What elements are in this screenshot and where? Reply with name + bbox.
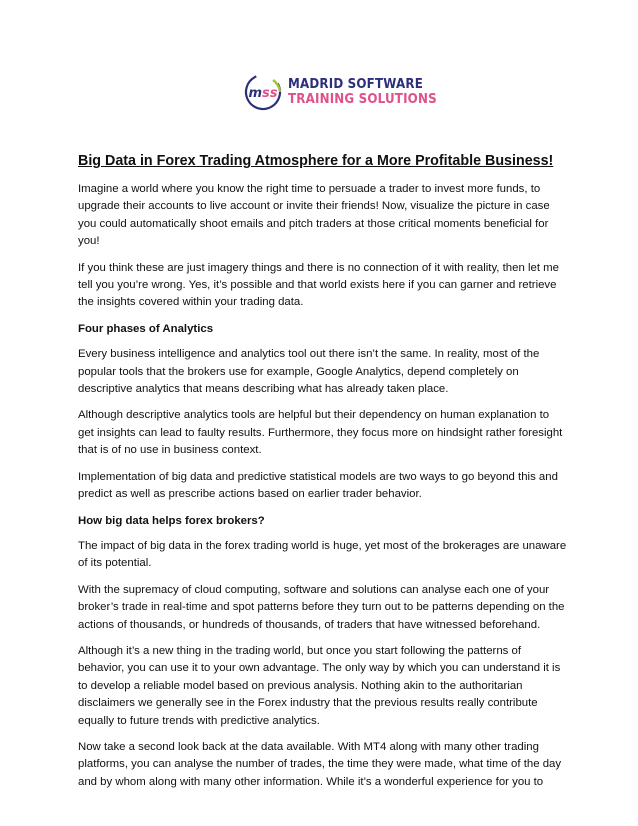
article-title: Big Data in Forex Trading Atmosphere for a More Profitable Business!: [78, 153, 554, 169]
logo-line-2: TRAINING SOLUTIONS: [288, 90, 437, 107]
section-heading: Four phases of Analytics: [78, 322, 214, 335]
paragraph: If you think these are just imagery things and there is no connection of it with reality, then let me tell you you’re wrong. Yes, it’s possible and that world exists here if you can garner and retrieve the insights covered within your trading data.: [78, 261, 559, 309]
section-heading: How big data helps forex brokers?: [78, 514, 265, 527]
paragraph: Implementation of big data and predictive statistical models are two ways to go beyond this and predict as well as prescribe actions based on earlier trader behavior.: [78, 470, 558, 501]
paragraph: Although it’s a new thing in the trading world, but once you start following the patterns of behavior, you can use it to your own advantage. The only way by which you can understand it is to develop a reliable model based on previous analysis. Nothing akin to the authoritarian disclaimers we generally see in the Forex industry that the previous results really contribute equally to future trends with predictive analytics.: [78, 644, 561, 727]
company-logo: [243, 72, 457, 112]
paragraph: Imagine a world where you know the right time to persuade a trader to invest more funds, to upgrade their accounts to live account or invite their friends! Now, visualize the picture in case you could automatically shoot emails and pitch traders at those critical moments beneficial for you!: [78, 183, 550, 248]
svg-text:mss: mss: [248, 86, 278, 101]
logo-line-1: MADRID SOFTWARE: [288, 76, 423, 92]
mss-logo-icon: [243, 72, 283, 112]
paragraph: Every business intelligence and analytics tool out there isn’t the same. In reality, most of the popular tools that the brokers use for example, Google Analytics, depend completely on descriptive analytics that means describing what has already taken place.: [78, 348, 540, 396]
paragraph: The impact of big data in the forex trading world is huge, yet most of the brokerages are unaware of its potential.: [78, 539, 567, 570]
paragraph: With the supremacy of cloud computing, software and solutions can analyse each one of your broker’s trade in real-time and spot patterns before they turn out to be patterns depending on the actions of thousands, or hundreds of thousands, of traders that have witnessed beforehand.: [78, 583, 565, 631]
paragraph: Now take a second look back at the data available. With MT4 along with many other trading platforms, you can analyse the number of trades, the time they were made, what time of the day and by whom along with many other information. While it’s a wonderful experience for you to: [78, 740, 562, 788]
article-body: [78, 153, 568, 800]
paragraph: Although descriptive analytics tools are helpful but their dependency on human explanation to get insights can lead to faulty results. Furthermore, they focus more on hindsight rather foresight that is of no use in business context.: [78, 409, 563, 457]
